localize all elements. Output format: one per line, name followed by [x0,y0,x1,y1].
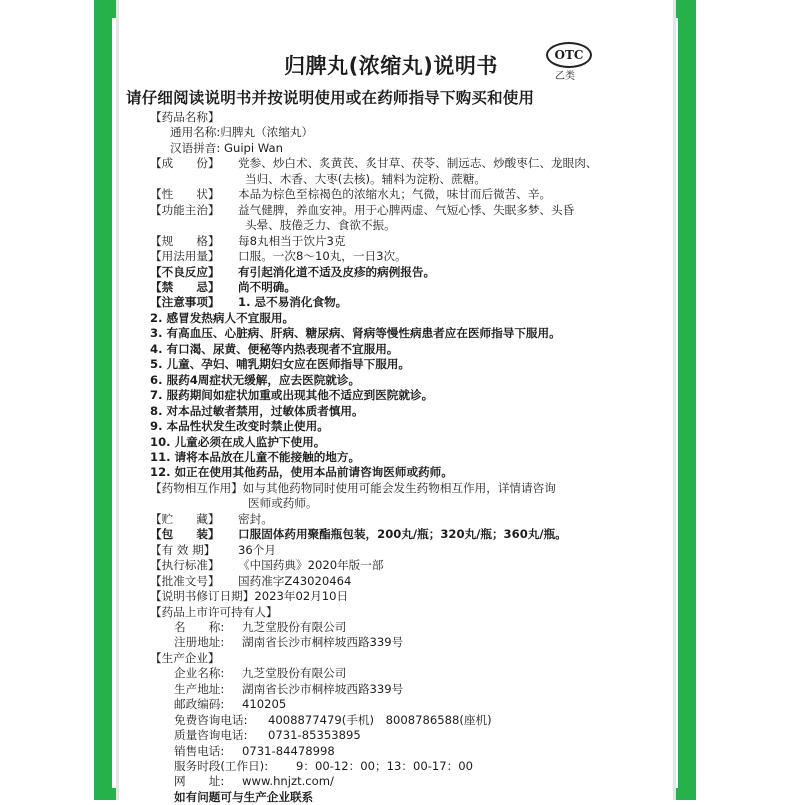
composition-continued: 当归、木香、大枣(去核)。辅料为淀粉、蔗糖。 [245,171,486,186]
mah-address-row: 注册地址: 湖南省长沙市桐梓坡西路339号 [174,635,404,650]
precaution-item: 10. 儿童必须在成人监护下使用。 [150,434,326,449]
contact-footer: 如有问题可与生产企业联系 [174,789,314,804]
section-package: 【包 装】 口服固体药用聚酯瓶包装，200丸/瓶；320丸/瓶；360丸/瓶。 [150,527,567,542]
section-manufacturer: 【生产企业】 [150,650,220,665]
quality-hotline-row: 质量咨询电话: 0731-85353895 [174,728,361,743]
precaution-item: 5. 儿童、孕妇、哺乳期妇女应在医师指导下服用。 [150,357,410,372]
precaution-item: 11. 请将本品放在儿童不能接触的地方。 [150,449,361,464]
section-indications: 【功能主治】 益气健脾，养血安神。用于心脾两虚、气短心悸、失眠多梦、头昏 [150,202,575,217]
manufacturer-address-row: 生产地址: 湖南省长沙市桐梓坡西路339号 [174,681,404,696]
section-drug-name: 【药品名称】 [150,110,220,124]
section-interactions: 【药物相互作用】如与其他药物同时使用可能会发生药物相互作用，详情请咨询 [150,480,556,495]
reading-notice: 请仔细阅读说明书并按说明使用或在药师指导下购买和使用 [126,89,535,107]
precaution-item: 2. 感冒发热病人不宜服用。 [150,310,295,325]
manufacturer-name-row: 企业名称: 九芝堂股份有限公司 [174,666,347,681]
section-contraindications: 【禁 忌】 尚不明确。 [150,279,296,294]
postcode-row: 邮政编码: 410205 [174,697,287,712]
precaution-item: 4. 有口渴、尿黄、便秘等内热表现者不宜服用。 [150,341,399,356]
precaution-item: 12. 如正在使用其他药品，使用本品前请咨询医师或药师。 [150,465,453,480]
leaflet-body [150,110,670,805]
precaution-item: 3. 有高血压、心脏病、肝病、糖尿病、肾病等慢性病患者应在医师指导下服用。 [150,326,561,341]
precaution-item: 6. 服药4周症状无缓解，应去医院就诊。 [150,372,361,387]
generic-name-row: 通用名称:归脾丸（浓缩丸） [170,125,314,140]
section-dosage: 【用法用量】 口服。一次8～10丸，一日3次。 [150,249,407,264]
document-title: 归脾丸(浓缩丸)说明书 [284,54,498,78]
precaution-item: 8. 对本品过敏者禁用，过敏体质者慎用。 [150,403,364,418]
mah-name-row: 名 称: 九芝堂股份有限公司 [174,619,347,634]
free-hotline-row: 免费咨询电话: 4008877479(手机) 8008786588(座机) [174,712,492,727]
section-validity: 【有 效 期】 36个月 [150,542,276,557]
section-composition: 【成 份】 党参、炒白术、炙黄芪、炙甘草、茯苓、制远志、炒酸枣仁、龙眼肉、 [150,156,598,171]
otc-badge: OTC [546,42,592,68]
section-specification: 【规 格】 每8丸相当于饮片3克 [150,233,346,248]
section-adverse-reactions: 【不良反应】 有引起消化道不适及皮疹的病例报告。 [150,264,436,279]
section-mah: 【药品上市许可持有人】 [150,604,278,619]
indications-continued: 头晕、肢倦乏力、食欲不振。 [245,218,396,233]
otc-category: 乙类 [555,71,575,82]
section-revision-date: 【说明书修订日期】2023年02月10日 [150,589,349,604]
section-standard: 【执行标准】 《中国药典》2020年版一部 [150,558,384,573]
website-row: 网 址: www.hnjzt.com/ [174,774,334,789]
right-green-border [676,0,696,800]
paper-edge-left [116,0,119,800]
precaution-item: 7. 服药期间如症状加重或出现其他不适应到医院就诊。 [150,388,434,403]
sales-phone-row: 销售电话: 0731-84478998 [174,743,335,758]
section-approval: 【批准文号】 国药准字Z43020464 [150,573,352,588]
section-precautions: 【注意事项】 1. 忌不易消化食物。 [150,295,348,310]
section-storage: 【贮 藏】 密封。 [150,511,273,526]
pinyin-row: 汉语拼音: Guipi Wan [170,140,283,155]
interactions-continued: 医师或药师。 [248,496,318,511]
service-hours-row: 服务时段(工作日): 9：00-12：00；13：00-17：00 [174,759,473,774]
paper-edge-right [673,0,676,800]
section-properties: 【性 状】 本品为棕色至棕褐色的浓缩水丸；气微，味甘而后微苦、辛。 [150,187,552,202]
precaution-item: 9. 本品性状发生改变时禁止使用。 [150,419,329,434]
